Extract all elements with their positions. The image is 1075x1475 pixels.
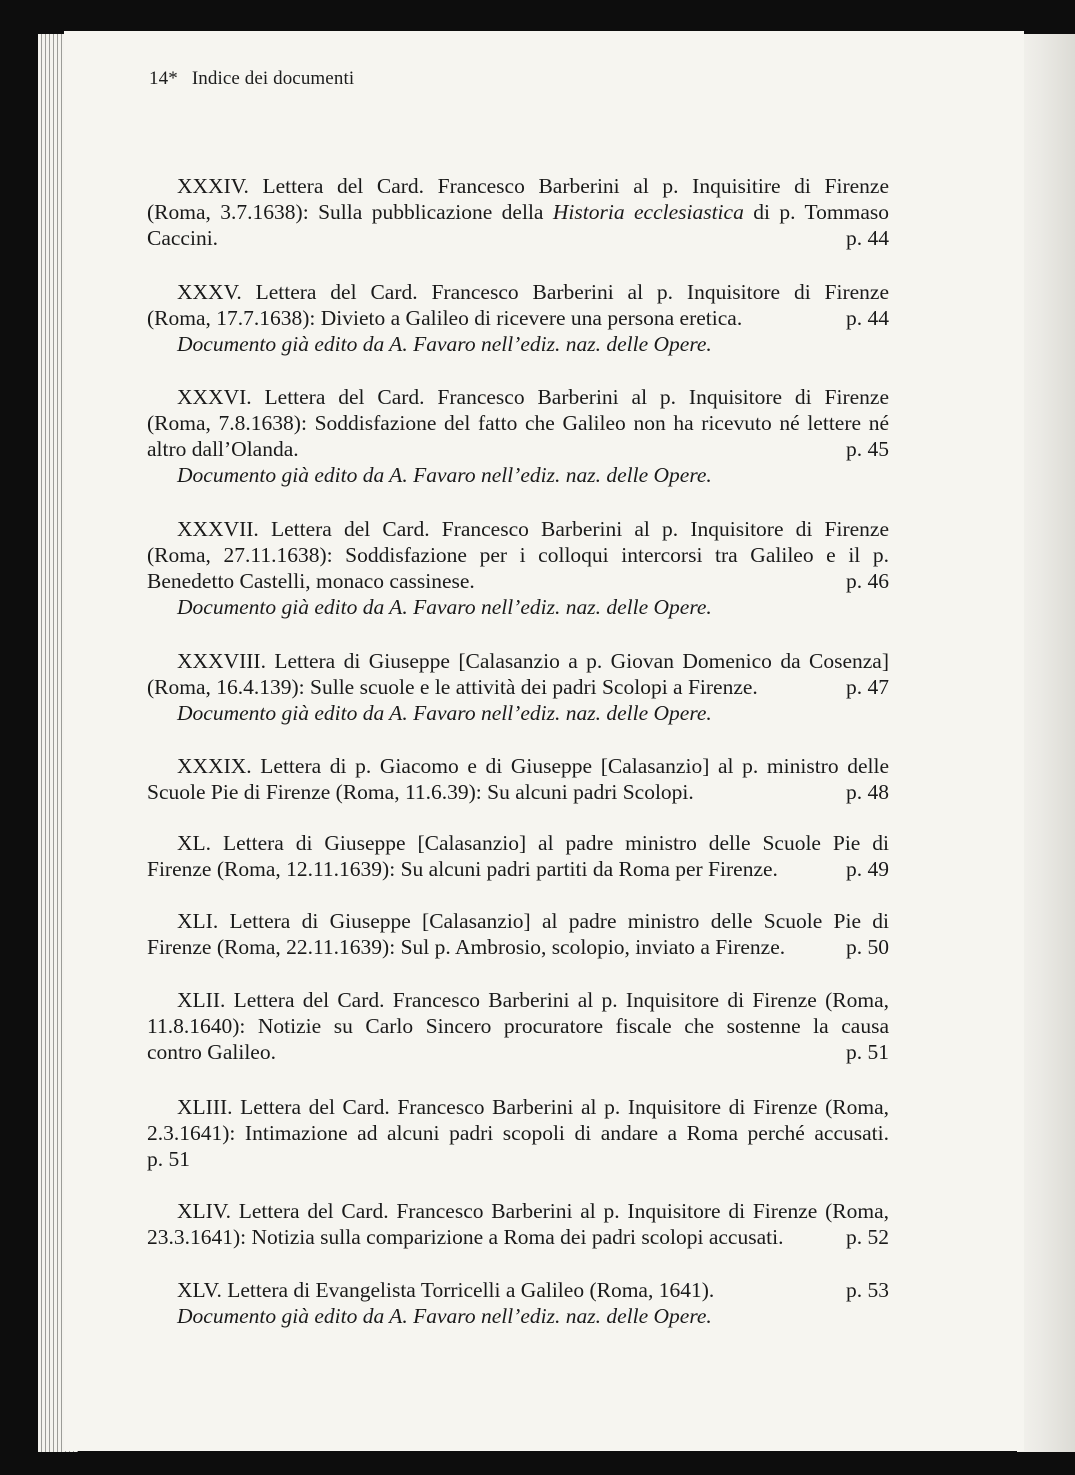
running-header [149,68,354,90]
page-reference: p. 47 [846,675,889,699]
entry-line: Benedetto Castelli, monaco cassinese. p. 46 [147,569,889,593]
entry-line: XLII. Lettera del Card. Francesco Barberini al p. Inquisitore di Firenze (Roma, [177,988,889,1012]
index-entry-xxxv [147,279,889,357]
entry-line: Scuole Pie di Firenze (Roma, 11.6.39): Su alcuni padri Scolopi. p. 48 [147,780,889,804]
entry-line: p. 51 [147,1147,190,1171]
page-reference: p. 48 [846,780,889,804]
entry-line: (Roma, 17.7.1638): Divieto a Galileo di ricevere una persona eretica. p. 44 [147,306,889,330]
page-reference: p. 51 [846,1040,889,1064]
page-reference: p. 46 [846,569,889,593]
entry-line: Firenze (Roma, 12.11.1639): Su alcuni padri partiti da Roma per Firenze. p. 49 [147,857,889,881]
index-entry-xli [147,908,889,960]
entry-line: 23.3.1641): Notizia sulla comparizione a Roma dei padri scolopi accusati. p. 52 [147,1225,889,1249]
entry-line: contro Galileo. p. 51 [147,1040,889,1064]
entry-line: XLIII. Lettera del Card. Francesco Barberini al p. Inquisitore di Firenze (Roma, [177,1095,889,1119]
entry-line: (Roma, 3.7.1638): Sulla pubblicazione della Historia ecclesiastica di p. Tommaso [147,200,889,224]
page-stack-edge-right [1017,34,1075,1452]
entry-line: XXXVI. Lettera del Card. Francesco Barberini al p. Inquisitore di Firenze [177,385,889,409]
entry-line: 11.8.1640): Notizie su Carlo Sincero procuratore fiscale che sostenne la causa [147,1014,889,1038]
entry-line: XXXVII. Lettera del Card. Francesco Barberini al p. Inquisitore di Firenze [177,517,889,541]
page-reference: p. 49 [846,857,889,881]
page-reference: p. 44 [846,306,889,330]
entry-line: XXXIV. Lettera del Card. Francesco Barberini al p. Inquisitire di Firenze [177,174,889,198]
page-reference: p. 45 [846,437,889,461]
index-entry-xliii [147,1094,889,1172]
entry-line: (Roma, 7.8.1638): Soddisfazione del fatto che Galileo non ha ricevuto né lettere né [147,411,889,435]
entry-line: altro dall’Olanda. p. 45 [147,437,889,461]
page-reference: p. 52 [846,1225,889,1249]
entry-line: XXXV. Lettera del Card. Francesco Barberini al p. Inquisitore di Firenze [177,280,889,304]
index-entry-xl [147,830,889,882]
index-entry-xxxiv [147,173,889,251]
entry-line: Firenze (Roma, 22.11.1639): Sul p. Ambrosio, scolopio, inviato a Firenze. p. 50 [147,935,889,959]
work-title: Historia ecclesiastica [552,200,744,224]
index-entry-xxxvi [147,384,889,488]
entry-line: XLI. Lettera di Giuseppe [Calasanzio] al padre ministro delle Scuole Pie di [177,909,889,933]
index-entry-xliv [147,1198,889,1250]
edition-note: Documento già edito da A. Favaro nell’ediz. naz. delle Opere. [177,595,712,619]
entry-line: Caccini. p. 44 [147,226,889,250]
edition-note: Documento già edito da A. Favaro nell’ediz. naz. delle Opere. [177,463,712,487]
index-entry-xxxvii [147,516,889,620]
page-reference: p. 53 [846,1278,889,1302]
entry-line: (Roma, 16.4.139): Sulle scuole e le attività dei padri Scolopi a Firenze. p. 47 [147,675,889,699]
page-reference: p. 44 [846,226,889,250]
entry-line: XLIV. Lettera del Card. Francesco Barberini al p. Inquisitore di Firenze (Roma, [177,1199,889,1223]
page-number: 14* [149,68,178,89]
edition-note: Documento già edito da A. Favaro nell’ediz. naz. delle Opere. [177,1304,712,1328]
page-title: Indice dei documenti [191,68,355,89]
edition-note: Documento già edito da A. Favaro nell’ediz. naz. delle Opere. [177,701,712,725]
index-entry-xxxix [147,753,889,805]
index-entry-xlii [147,987,889,1065]
index-entry-xxxviii [147,648,889,726]
entry-line: (Roma, 27.11.1638): Soddisfazione per i colloqui intercorsi tra Galileo e il p. [147,543,889,567]
entry-line: XXXIX. Lettera di p. Giacomo e di Giuseppe [Calasanzio] al p. ministro delle [177,754,889,778]
page-reference: p. 50 [846,935,889,959]
edition-note: Documento già edito da A. Favaro nell’ediz. naz. delle Opere. [177,332,712,356]
index-entry-xlv [147,1277,889,1329]
entry-line: XLV. Lettera di Evangelista Torricelli a Galileo (Roma, 1641). p. 53 [177,1278,889,1302]
entry-line: 2.3.1641): Intimazione ad alcuni padri scopoli di andare a Roma perché accusati. [147,1121,889,1145]
entry-line: XL. Lettera di Giuseppe [Calasanzio] al padre ministro delle Scuole Pie di [177,831,889,855]
entry-line: XXXVIII. Lettera di Giuseppe [Calasanzio a p. Giovan Domenico da Cosenza] [177,649,889,673]
